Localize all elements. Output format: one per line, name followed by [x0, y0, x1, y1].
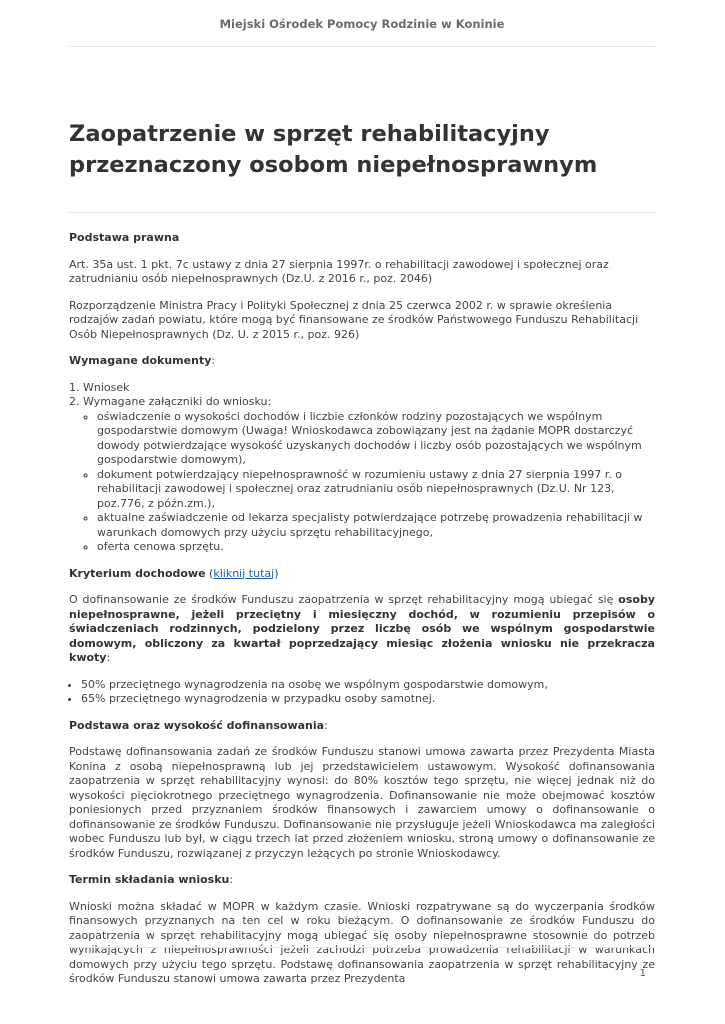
attachment-item: ◦ oświadczenie o wysokości dochodów i liczbie członków rodziny pozostających we wspólnym gospodarstwie domowym (Uwaga! Wnioskodawca zobowiązany jest na żądanie MOPR dostarczyć dowody potwierdzające wysokość uzyskanych dochodów i liczby osób pozostających we wspólnym gospodarstwie domowym),: [97, 410, 655, 468]
funding-paragraph: Podstawę dofinansowania zadań ze środków Funduszu stanowi umowa zawarta przez Prezydenta Miasta Konina z osobą niepełnosprawną lub jej przedstawicielem ustawowym. Wysokość dofinansowania zaopatrzenia w sprzęt rehabilitacyjny wynosi: do 80% kosztów tego sprzętu, nie więcej jednak niż do wysokości pięciokrotnego przeciętnego wynagrodzenia. Dofinansowanie nie może obejmować kosztów poniesionych przed przyznaniem środków finansowych i zawarciem umowy o dofinansowanie o dofinansowanie ze środków Funduszu. Dofinansowanie nie przysługuje jeżeli Wnioskodawca ma zaległości wobec Funduszu lub był, w ciągu trzech lat przed złożeniem wniosku, stroną umowy o dofinansowanie ze środków Funduszu, rozwiązanej z przyczyn leżących po stronie Wnioskodawcy.: [69, 745, 655, 860]
documents-heading: Wymagane dokumenty: [69, 354, 212, 367]
documents-heading-line: [69, 354, 655, 369]
attachment-item: ◦ oferta cenowa sprzętu.: [97, 540, 655, 555]
legal-basis-paragraph: Rozporządzenie Ministra Pracy i Polityki Społecznej z dnia 25 czerwca 2002 r. w sprawie określenia rodzajów zadań powiatu, które mogą być finansowane ze środków Państwowego Funduszu Rehabilitacji Osób Niepełnosprawnych (Dz. U. z 2015 r., poz. 926): [69, 298, 639, 341]
page-number: 1: [639, 968, 646, 979]
income-criterion-intro: O dofinansowanie ze środków Funduszu zaopatrzenia w sprzęt rehabilitacyjny mogą ubiegać się: [69, 593, 619, 606]
income-criterion-paragraph: [69, 593, 655, 666]
income-criterion-outro: :: [106, 651, 111, 664]
header-divider: [69, 46, 655, 47]
attachment-item: ◦ dokument potwierdzający niepełnosprawność w rozumieniu ustawy z dnia 27 sierpnia 1997 r. o rehabilitacji zawodowej i społecznej oraz zatrudnianiu osób niepełnosprawnych (Dz.U. Nr 123, poz.776, z późn.zm.),: [97, 468, 655, 512]
attachments-list: [83, 410, 655, 555]
funding-heading: Podstawa oraz wysokość dofinansowania: [69, 718, 325, 732]
title-divider: [69, 212, 655, 213]
document-item-label: Wniosek: [83, 380, 130, 394]
income-criterion-link[interactable]: kliknij tutaj: [213, 566, 275, 580]
attachment-item: ◦ aktualne zaświadczenie od lekarza specjalisty potwierdzające potrzebę prowadzenia rehabilitacji w warunkach domowych przy użyciu sprzętu rehabilitacyjnego,: [97, 511, 655, 540]
document-item-label: Wymagane załączniki do wniosku:: [83, 395, 272, 408]
footer-divider: [69, 947, 655, 948]
legal-basis-heading: Podstawa prawna: [69, 231, 180, 244]
required-documents-list: [69, 381, 655, 555]
paren-close: ): [274, 566, 279, 580]
funding-heading-line: [69, 719, 655, 734]
page-title: Zaopatrzenie w sprzęt rehabilitacyjny przeznaczony osobom niepełnosprawnym: [69, 121, 598, 178]
list-item: • 50% przeciętnego wynagrodzenia na osobę we wspólnym gospodarstwie domowym,: [81, 678, 655, 693]
list-item: • 65% przeciętnego wynagrodzenia w przypadku osoby samotnej.: [81, 692, 655, 707]
income-criterion-bold: osoby niepełnosprawne, jeżeli przeciętny i miesięczny dochód, w rozumieniu przepisów o świadczeniach rodzinnych, podzielony przez liczbę osób we wspólnym gospodarstwie domowym, obliczony za kwartał poprzedzający miesiąc złożenia wniosku nie przekracza kwoty: [69, 593, 655, 664]
list-item: [83, 395, 655, 555]
deadline-heading-line: [69, 873, 655, 888]
paren-open: (: [205, 566, 214, 580]
income-criterion-heading: Kryterium dochodowe: [69, 566, 206, 580]
deadline-paragraph: Wnioski można składać w MOPR w każdym czasie. Wnioski rozpatrywane są do wyczerpania środków finansowych przyznanych na ten cel w roku bieżącym. O dofinansowanie ze środków Funduszu do zaopatrzenia w sprzęt rehabilitacyjny mogą ubiegać się osoby niepełnosprawne stosownie do potrzeb wynikających z niepełnosprawności jeżeli zachodzi potrzeba prowadzenia rehabilitacji w warunkach domowych przy użyciu tego sprzętu. Podstawę dofinansowania zaopatrzenia w sprzęt rehabilitacyjny ze środków Funduszu stanowi umowa zawarta przez Prezydenta: [69, 899, 655, 985]
legal-basis-paragraph: Art. 35a ust. 1 pkt. 7c ustawy z dnia 27 sierpnia 1997r. o rehabilitacji zawodowej i społecznej oraz zatrudnianiu osób niepełnosprawnych (Dz.U. z 2016 r., poz. 2046): [69, 257, 609, 285]
income-thresholds-list: [69, 678, 655, 707]
income-criterion-heading-line: [69, 567, 655, 582]
documents-heading-colon: :: [211, 354, 216, 367]
article-body: [69, 231, 655, 999]
deadline-heading-colon: :: [229, 873, 234, 886]
deadline-heading: Termin składania wniosku: [69, 873, 230, 886]
funding-heading-colon: :: [324, 718, 328, 732]
site-header: Miejski Ośrodek Pomocy Rodzinie w Koninie: [219, 17, 505, 31]
list-item: [83, 381, 655, 396]
